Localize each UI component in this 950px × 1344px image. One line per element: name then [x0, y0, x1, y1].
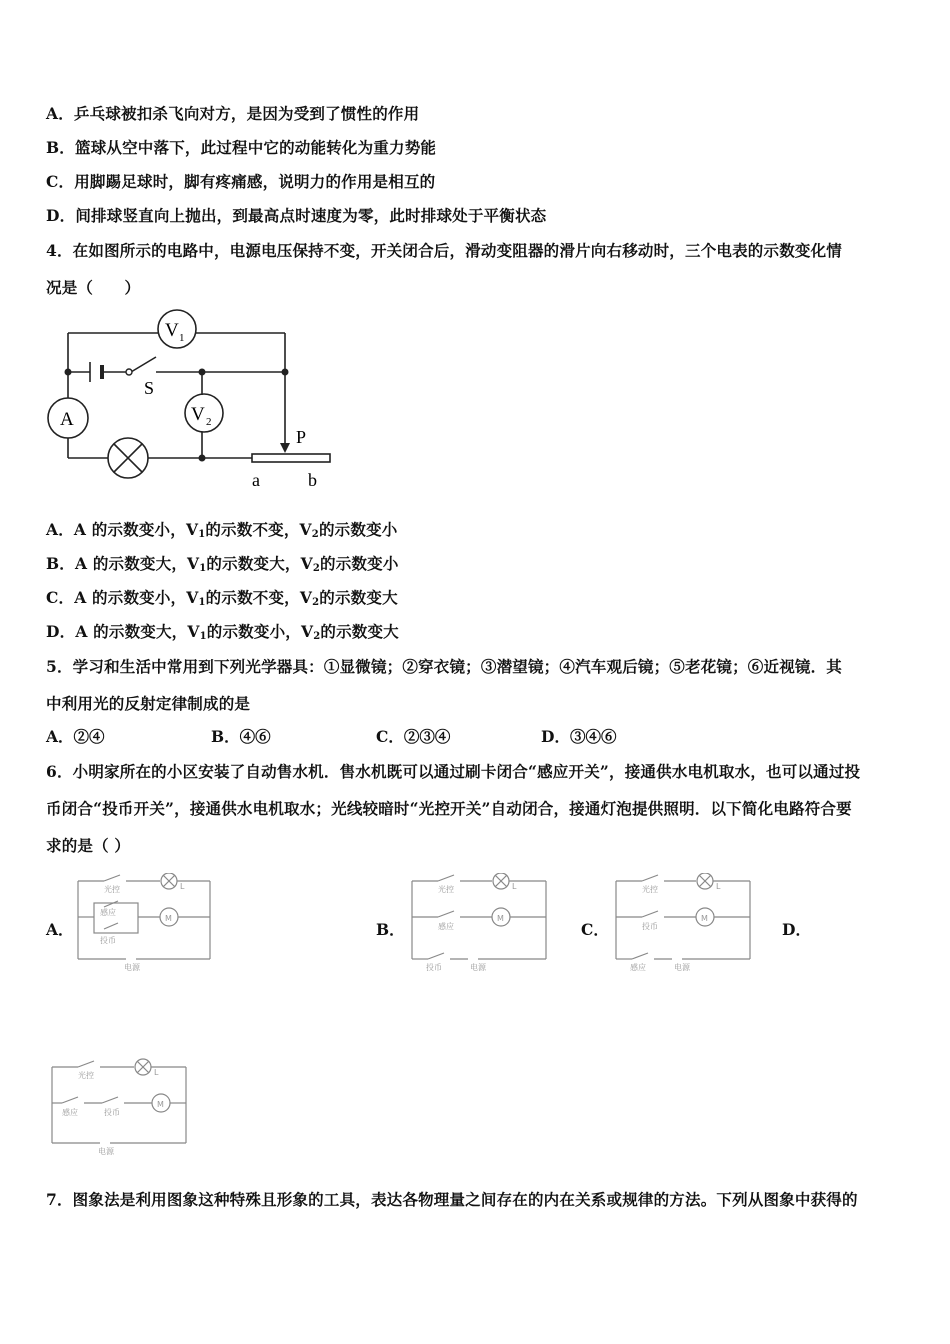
circuit-c-power: 电源: [674, 963, 690, 972]
rheostat-end-b: b: [308, 470, 317, 490]
circuit-d-lamp-label: L: [154, 1068, 159, 1077]
q6-circuit-b: [408, 873, 550, 973]
v1-label: V: [165, 320, 179, 341]
circuit-d-light-switch: 光控: [78, 1071, 94, 1080]
q3-option-c: C．用脚踢足球时，脚有疼痛感，说明力的作用是相互的: [46, 172, 436, 191]
junction-left: [65, 369, 72, 376]
rheostat: [252, 454, 330, 462]
circuit-a-sense-switch: 感应: [100, 908, 116, 917]
q4-circuit-diagram: [40, 305, 340, 495]
circuit-b-light-switch: 光控: [438, 885, 454, 894]
v2-subscript: 2: [206, 416, 212, 428]
circuit-a-light-switch: 光控: [104, 885, 120, 894]
q4-option-b: B．A 的示数变大，$V_1$的示数变大，$V_2$的示数变小: [46, 554, 399, 574]
circuit-a-motor-label: M: [165, 914, 172, 923]
circuit-c-motor-label: M: [701, 914, 708, 923]
q6-label-c: C．: [581, 920, 609, 939]
circuit-b-lamp-label: L: [512, 882, 517, 891]
circuit-c-lamp-label: L: [716, 882, 721, 891]
circuit-b-coin-switch: 投币: [426, 963, 442, 972]
q4-option-c: C．A 的示数变小，$V_1$的示数不变，$V_2$的示数变大: [46, 588, 398, 608]
circuit-d-coin-switch: 投币: [104, 1108, 120, 1117]
circuit-b-power: 电源: [470, 963, 486, 972]
q5-stem-line2: 中利用光的反射定律制成的是: [46, 694, 251, 713]
q5-option-d: D．③④⑥: [541, 727, 617, 746]
v1-subscript: 1: [179, 332, 185, 344]
circuit-a-power: 电源: [124, 963, 140, 972]
q6-stem-line1: 6．小明家所在的小区安装了自动售水机．售水机既可以通过刷卡闭合“感应开关”，接通供水电机取水，也可以通过投: [46, 762, 861, 781]
q6-stem-line3: 求的是（ ）: [46, 836, 131, 855]
q6-label-d: D．: [782, 920, 811, 939]
q6-circuit-d: [48, 1055, 190, 1157]
q3-option-d: D．间排球竖直向上抛出，到最高点时速度为零，此时排球处于平衡状态: [46, 206, 547, 225]
circuit-c-coin-switch: 投币: [642, 922, 658, 931]
circuit-a-lamp-label: L: [180, 882, 185, 891]
switch-blade: [131, 357, 156, 372]
slider-arrow: [280, 443, 290, 453]
rheostat-end-a: a: [252, 470, 260, 490]
circuit-a-coin-switch: 投币: [100, 936, 116, 945]
q5-stem-line1: 5．学习和生活中常用到下列光学器具：①显微镜；②穿衣镜；③潜望镜；④汽车观后镜；⑤老花镜；⑥近视镜．其: [46, 657, 842, 676]
switch-label: S: [144, 378, 155, 398]
circuit-b-sense-switch: 感应: [438, 922, 454, 931]
junction-v2-bottom: [199, 455, 206, 462]
q4-option-d: D．A 的示数变大，$V_1$的示数变小，$V_2$的示数变大: [46, 622, 399, 642]
q4-stem-line1: 4．在如图所示的电路中，电源电压保持不变，开关闭合后，滑动变阻器的滑片向右移动时，三个电表的示数变化情: [46, 241, 842, 260]
junction-v2-top: [199, 369, 206, 376]
q5-option-c: C．②③④: [376, 727, 451, 746]
q6-circuit-a: [74, 873, 214, 973]
slider-label: P: [296, 427, 307, 447]
q6-stem-line2: 币闭合“投币开关”，接通供水电机取水；光线较暗时“光控开关”自动闭合，接通灯泡提供照明．以下简化电路符合要: [46, 799, 852, 818]
q4-stem-line2: 况是（ ）: [46, 278, 141, 297]
q3-option-b: B．篮球从空中落下，此过程中它的动能转化为重力势能: [46, 138, 437, 157]
q7-stem-line1: 7．图象法是利用图象这种特殊且形象的工具，表达各物理量之间存在的内在关系或规律的方法。下列从图象中获得的: [46, 1190, 858, 1209]
q5-option-b: B．④⑥: [211, 727, 271, 746]
circuit-d-power: 电源: [98, 1147, 114, 1156]
v2-label: V: [191, 404, 205, 425]
circuit-c-light-switch: 光控: [642, 885, 658, 894]
q5-option-a: A．②④: [46, 727, 105, 746]
junction-right: [282, 369, 289, 376]
circuit-c-sense-switch: 感应: [630, 963, 646, 972]
q6-label-b: B．: [376, 920, 405, 939]
switch-contact: [126, 369, 132, 375]
q3-option-a: A．乒乓球被扣杀飞向对方，是因为受到了惯性的作用: [46, 104, 420, 123]
circuit-d-sense-switch: 感应: [62, 1108, 78, 1117]
circuit-d-motor-label: M: [157, 1100, 164, 1109]
q4-option-a: A．A 的示数变小，$V_1$的示数不变，$V_2$的示数变小: [46, 520, 398, 540]
q6-label-a: A．: [46, 920, 74, 939]
q6-circuit-c: [612, 873, 754, 973]
ammeter-label: A: [60, 409, 74, 430]
circuit-b-motor-label: M: [497, 914, 504, 923]
